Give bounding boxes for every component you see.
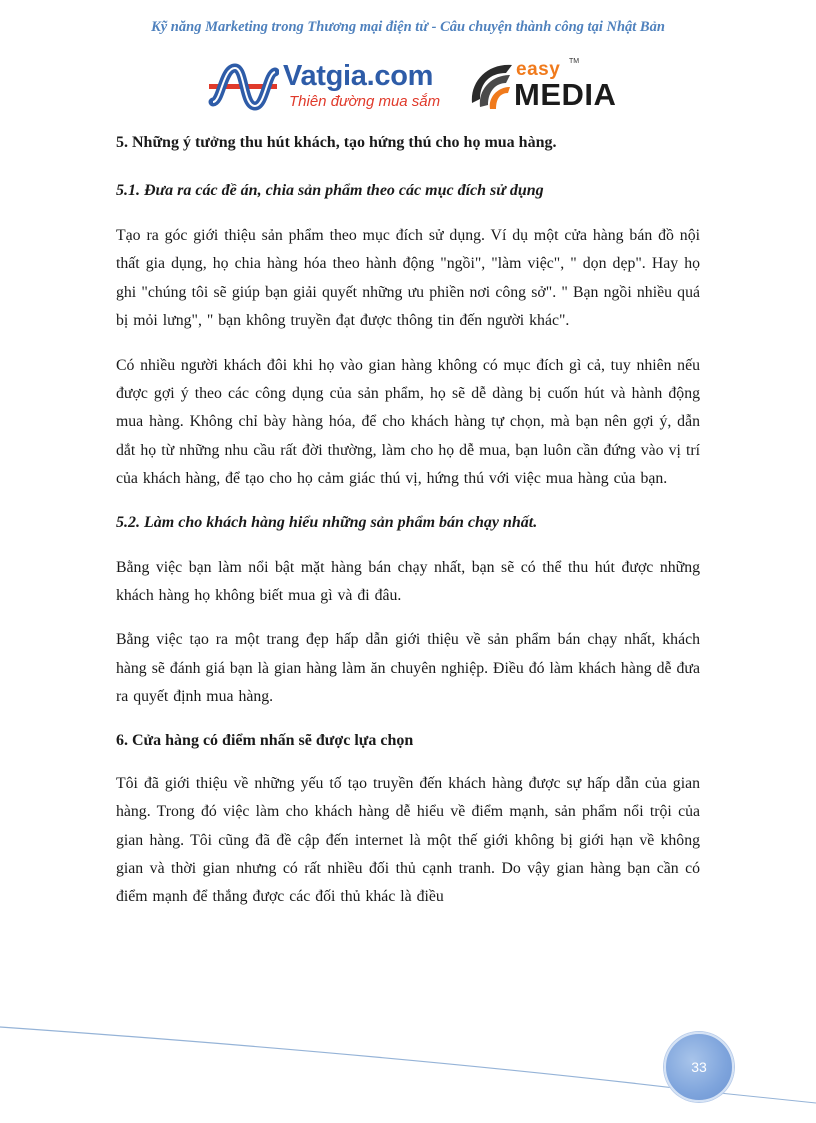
easymedia-swirl-icon (466, 59, 518, 113)
section-5-1-paragraph-2: Có nhiều người khách đôi khi họ vào gian hàng không có mục đích gì cả, tuy nhiên nếu được gợi ý theo các công dụng của sản phẩm, họ sẽ dễ dàng bị cuốn hút và hành động mua hàng. Không chỉ bày hàng hóa, để cho khách hàng tự chọn, mà bạn nên gợi ý, dẫn dắt họ từ những nhu cầu rất đời thường, làm cho họ dễ mua, bạn luôn cần đứng vào vị trí của khách hàng, để tạo cho họ cảm giác thú vị, hứng thú với việc mua hàng của bạn. (116, 356, 700, 488)
page-body (116, 130, 700, 928)
running-header: Kỹ năng Marketing trong Thương mại điện tử - Câu chuyện thành công tại Nhật Bản (151, 19, 665, 35)
section-5-2-paragraph-1: Bằng việc bạn làm nổi bật mặt hàng bán chạy nhất, bạn sẽ có thể thu hút được những khách hàng họ không biết mua gì và đi đâu. (116, 558, 700, 605)
section-5-2-paragraph-2: Bằng việc tạo ra một trang đẹp hấp dẫn giới thiệu về sản phẩm bán chạy nhất, khách hàng sẽ đánh giá bạn là gian hàng làm ăn chuyên nghiệp. Điều đó làm khách hàng dễ đưa ra quyết định mua hàng. (116, 631, 700, 706)
vatgia-wave-icon (207, 62, 279, 114)
trademark-mark: TM (569, 58, 580, 65)
easy-wordmark: easy (516, 59, 561, 80)
section-5-2-heading: 5.2. Làm cho khách hàng hiểu những sản phẩm bán chạy nhất. (116, 513, 538, 531)
vatgia-logo (207, 60, 452, 114)
vatgia-slogan: Thiên đường mua sắm (289, 93, 441, 110)
vatgia-name: Vatgia.com (283, 60, 434, 92)
section-5-heading: 5. Những ý tưởng thu hút khách, tạo hứng thú cho họ mua hàng. (116, 134, 557, 151)
media-wordmark: MEDIA (514, 77, 617, 112)
page-number: 33 (664, 1032, 734, 1102)
section-6-paragraph-1: Tôi đã giới thiệu về những yếu tố tạo truyền đến khách hàng được sự hấp dẫn của gian hàng. Trong đó việc làm cho khách hàng dễ hiểu về điểm mạnh, sản phẩm nổi trội của gian hàng. Tôi cũng đã đề cập đến internet là một thế giới không bị giới hạn về không gian và thời gian nhưng có rất nhiều đối thủ cạnh tranh. Do vậy gian hàng bạn cần có điểm mạnh để thắng được các đối thủ khác là điều (116, 774, 700, 906)
easymedia-logo (466, 58, 626, 114)
section-5-1-heading: 5.1. Đưa ra các đề án, chia sản phẩm theo các mục đích sử dụng (116, 182, 544, 199)
section-6-heading: 6. Cửa hàng có điểm nhấn sẽ được lựa chọn (116, 731, 414, 749)
section-5-1-paragraph-1: Tạo ra góc giới thiệu sản phẩm theo mục đích sử dụng. Ví dụ một cửa hàng bán đồ nội thất gia dụng, họ chia hàng hóa theo hành động "ngồi", "làm việc", " dọn dẹp". Hay họ ghi "chúng tôi sẽ giúp bạn giải quyết những ưu phiền nơi công sở". " Bạn ngồi nhiều quá bị mỏi lưng", " bạn không truyền đạt được thông tin đến người khác". (116, 227, 700, 330)
